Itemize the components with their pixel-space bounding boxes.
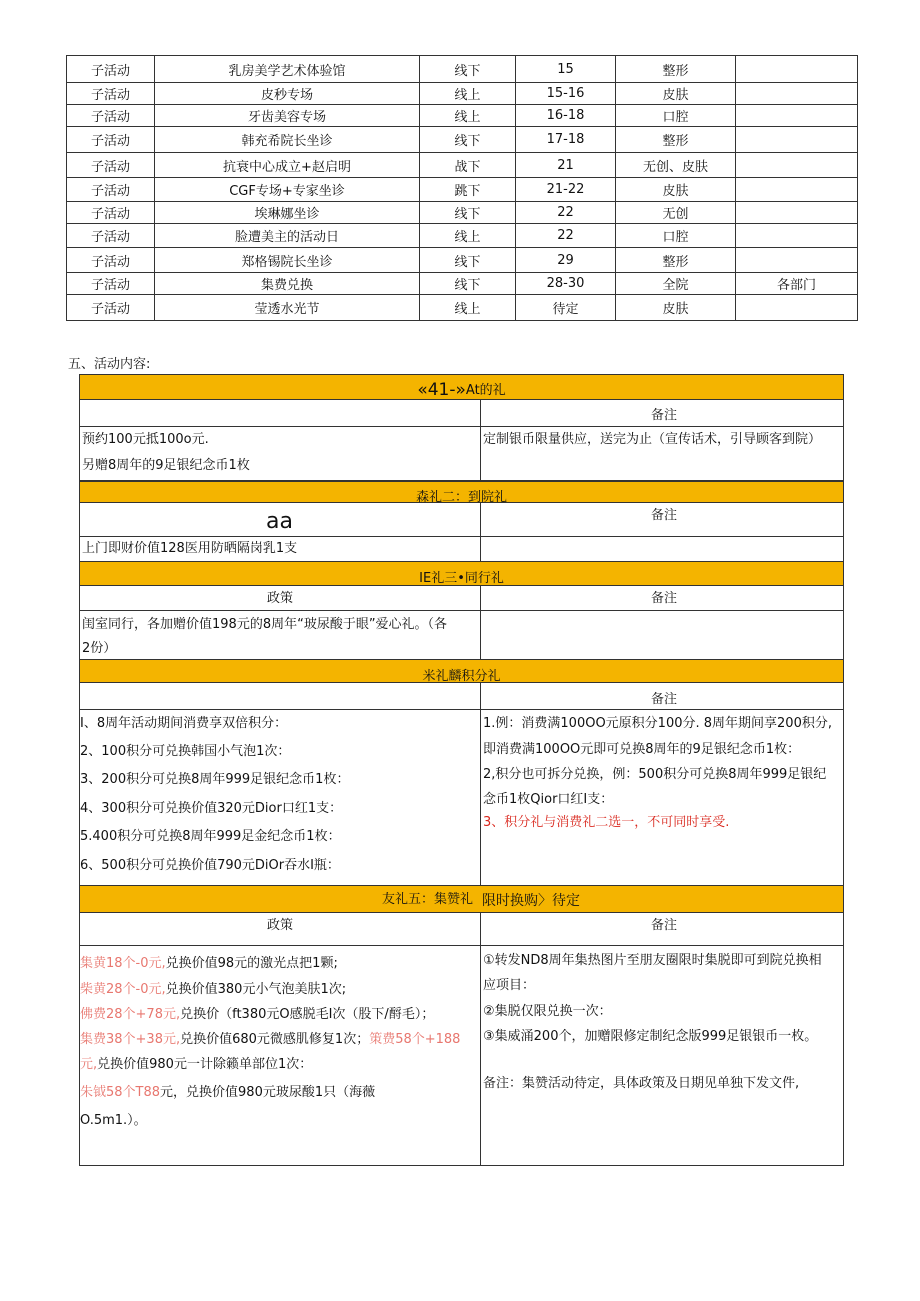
schedule-cell-date: 15-16 bbox=[516, 83, 616, 105]
schedule-cell-mode: 线上 bbox=[420, 83, 516, 105]
schedule-cell-mode: 线下 bbox=[420, 202, 516, 224]
schedule-cell-name: 抗衰中心成立+赵启明 bbox=[155, 153, 420, 178]
schedule-cell-dept: 无创 bbox=[616, 202, 736, 224]
gift5-policy-line: 佛费28个+78元,兑换价（ft380元O感脱毛I次（股下/酹毛）； bbox=[80, 1007, 435, 1022]
gift5-note-tail: 备注：集赞活动待定，具体政策及日期见单独下发文件, bbox=[483, 1076, 800, 1091]
schedule-cell-dept: 皮肤 bbox=[616, 83, 736, 105]
schedule-cell-mode: 线上 bbox=[420, 105, 516, 127]
gift5-policy-header-cell bbox=[79, 912, 481, 946]
gift5-note-header: 备注 bbox=[651, 918, 678, 933]
schedule-cell-owner bbox=[736, 56, 858, 83]
schedule-cell-mode: 线上 bbox=[420, 224, 516, 248]
schedule-cell-dept: 口腔 bbox=[616, 105, 736, 127]
gift5-policy-cell bbox=[79, 945, 481, 1166]
gift1-note-header: 备注 bbox=[651, 408, 678, 423]
gift5-note-line: ②集脱仅限兑换一次： bbox=[483, 1004, 612, 1019]
schedule-cell-type: 子活动 bbox=[67, 83, 155, 105]
gift2-mark: aa bbox=[266, 509, 293, 534]
schedule-cell-date: 22 bbox=[516, 224, 616, 248]
schedule-cell-type: 子活动 bbox=[67, 224, 155, 248]
schedule-table bbox=[66, 55, 858, 321]
schedule-row bbox=[67, 202, 858, 224]
gift2-note-cell bbox=[480, 536, 844, 562]
schedule-row bbox=[67, 273, 858, 295]
gift5-policy-header: 政策 bbox=[267, 918, 294, 933]
gift1-title-a: «41-» bbox=[417, 380, 466, 400]
schedule-cell-name: 郑格锡院长坐诊 bbox=[155, 248, 420, 273]
gift3-note-header: 备注 bbox=[651, 591, 678, 606]
gift2-header-left-cell bbox=[79, 502, 481, 537]
schedule-cell-name: 牙齿美容专场 bbox=[155, 105, 420, 127]
gift3-policy-line1: 闺室同行，各加赠价值198元的8周年“玻尿酸于眼”爱心礼。（各 bbox=[82, 617, 448, 632]
gift3-title: IE礼三•同行礼 bbox=[419, 571, 504, 586]
schedule-cell-owner bbox=[736, 153, 858, 178]
gift5-note-line: 应项目： bbox=[483, 978, 536, 993]
gift1-note-text: 定制银币限量供应，送完为止（宣传话术，引导顾客到院） bbox=[483, 432, 822, 447]
gift4-note-line: 1.例：消费满100OO元原积分100分. 8周年期间享200积分, bbox=[483, 716, 832, 731]
gift3-note-cell bbox=[480, 610, 844, 660]
gift5-title-band bbox=[79, 885, 844, 913]
schedule-cell-mode: 战下 bbox=[420, 153, 516, 178]
gift4-note-header: 备注 bbox=[651, 692, 678, 707]
schedule-cell-mode: 线下 bbox=[420, 56, 516, 83]
gift4-note-line: 即消费满100OO元即可兑换8周年的9足银纪念币1枚： bbox=[483, 742, 801, 757]
gift4-policy-line: 2、100积分可兑换韩国小气泡1次： bbox=[80, 744, 291, 759]
schedule-cell-name: 集费兑换 bbox=[155, 273, 420, 295]
schedule-cell-dept: 整形 bbox=[616, 127, 736, 153]
schedule-cell-owner bbox=[736, 178, 858, 202]
schedule-cell-date: 28-30 bbox=[516, 273, 616, 295]
schedule-cell-dept: 口腔 bbox=[616, 224, 736, 248]
gift5-policy-line: 集费38个+38元,兑换价值680元微感肌修复1次；策费58个+188 bbox=[80, 1032, 461, 1047]
schedule-cell-date: 22 bbox=[516, 202, 616, 224]
gift3-policy-header: 政策 bbox=[267, 591, 294, 606]
gift1-title-band bbox=[79, 374, 844, 400]
schedule-row bbox=[67, 56, 858, 83]
schedule-row bbox=[67, 178, 858, 202]
gift2-note-header-cell bbox=[480, 502, 844, 537]
schedule-cell-type: 子活动 bbox=[67, 273, 155, 295]
gift3-policy-line2: 2份） bbox=[82, 641, 117, 656]
gift5-title-a: 友礼五：集赞礼 bbox=[382, 892, 474, 907]
gift1-title-b: At的礼 bbox=[465, 383, 506, 398]
schedule-row bbox=[67, 127, 858, 153]
gift2-title: 森礼二：到院礼 bbox=[415, 490, 507, 505]
schedule-cell-owner bbox=[736, 127, 858, 153]
schedule-cell-dept: 皮肤 bbox=[616, 295, 736, 321]
schedule-cell-date: 21-22 bbox=[516, 178, 616, 202]
schedule-cell-mode: 线下 bbox=[420, 127, 516, 153]
gift4-policy-line: 5.400积分可兑换8周年999足金纪念币1枚： bbox=[80, 829, 341, 844]
gift4-policy-header-cell bbox=[79, 682, 481, 710]
gift4-note-header-cell bbox=[480, 682, 844, 710]
schedule-cell-type: 子活动 bbox=[67, 248, 155, 273]
schedule-cell-owner bbox=[736, 224, 858, 248]
gift1-note-cell bbox=[480, 426, 844, 481]
schedule-cell-dept: 全院 bbox=[616, 273, 736, 295]
schedule-cell-date: 16-18 bbox=[516, 105, 616, 127]
gift2-policy-line: 上门即财价值128医用防晒隔岗乳1支 bbox=[82, 541, 298, 556]
gift3-policy-header-cell bbox=[79, 585, 481, 611]
schedule-cell-name: CGF专场+专家坐诊 bbox=[155, 178, 420, 202]
schedule-cell-dept: 皮肤 bbox=[616, 178, 736, 202]
schedule-cell-date: 17-18 bbox=[516, 127, 616, 153]
schedule-cell-date: 29 bbox=[516, 248, 616, 273]
gift5-note-line: ①转发ND8周年集热图片至朋友圈限时集脱即可到院兑换相 bbox=[483, 953, 822, 968]
schedule-cell-owner bbox=[736, 105, 858, 127]
schedule-cell-mode: 线下 bbox=[420, 273, 516, 295]
schedule-cell-type: 子活动 bbox=[67, 127, 155, 153]
gift4-title: 米礼麟积分礼 bbox=[422, 669, 501, 684]
schedule-cell-date: 待定 bbox=[516, 295, 616, 321]
gift1-policy-line2: 另赠8周年的9足银纪念币1枚 bbox=[82, 458, 250, 473]
schedule-cell-mode: 线下 bbox=[420, 248, 516, 273]
schedule-cell-owner bbox=[736, 248, 858, 273]
schedule-cell-owner bbox=[736, 83, 858, 105]
schedule-cell-type: 子活动 bbox=[67, 178, 155, 202]
schedule-cell-name: 莹透水光节 bbox=[155, 295, 420, 321]
gift4-policy-line: I、8周年活动期间消费享双倍积分： bbox=[80, 716, 288, 731]
gift4-policy-line: 3、200积分可兑换8周年999足银纪念币1枚： bbox=[80, 772, 350, 787]
gift4-policy-cell bbox=[79, 709, 481, 886]
gift4-note-red: 3、积分礼与消费礼二选一，不可同时享受. bbox=[483, 815, 730, 830]
gift2-note-header: 备注 bbox=[651, 508, 678, 523]
schedule-row bbox=[67, 153, 858, 178]
schedule-cell-dept: 整形 bbox=[616, 248, 736, 273]
gift5-policy-line: 集黄18个-0元,兑换价值98元的激光点把1颗; bbox=[80, 956, 338, 971]
schedule-cell-dept: 无创、皮肤 bbox=[616, 153, 736, 178]
schedule-cell-date: 21 bbox=[516, 153, 616, 178]
gift4-policy-line: 6、500积分可兑换价值790元DiOr吞水I瓶： bbox=[80, 858, 340, 873]
schedule-cell-type: 子活动 bbox=[67, 295, 155, 321]
schedule-cell-name: 脸遭美主的活动日 bbox=[155, 224, 420, 248]
schedule-row bbox=[67, 295, 858, 321]
schedule-cell-name: 皮秒专场 bbox=[155, 83, 420, 105]
schedule-row bbox=[67, 224, 858, 248]
schedule-cell-type: 子活动 bbox=[67, 202, 155, 224]
gift5-policy-line: O.5m1.）。 bbox=[80, 1113, 147, 1128]
schedule-cell-mode: 线上 bbox=[420, 295, 516, 321]
gift5-note-cell bbox=[480, 945, 844, 1166]
gift4-note-line: 2,积分也可拆分兑换，例：500积分可兑换8周年999足银纪 bbox=[483, 767, 827, 782]
gift2-policy-cell bbox=[79, 536, 481, 562]
schedule-cell-type: 子活动 bbox=[67, 105, 155, 127]
gift3-title-band bbox=[79, 561, 844, 586]
schedule-cell-type: 子活动 bbox=[67, 56, 155, 83]
gift4-note-cell bbox=[480, 709, 844, 886]
schedule-cell-owner bbox=[736, 295, 858, 321]
schedule-row bbox=[67, 83, 858, 105]
gift5-policy-line: 柴黄28个-0元,兑换价值380元小气泡美肤1次; bbox=[80, 982, 347, 997]
gift5-note-header-cell bbox=[480, 912, 844, 946]
schedule-cell-type: 子活动 bbox=[67, 153, 155, 178]
gift5-title-b: 限时换购〉待定 bbox=[482, 893, 580, 909]
section-heading: 五、活动内容: bbox=[68, 357, 151, 372]
gift5-note-line: ③集威涌200个，加赠限修定制纪念版999足银银币一枚。 bbox=[483, 1029, 818, 1044]
schedule-cell-name: 乳房美学艺术体验馆 bbox=[155, 56, 420, 83]
schedule-cell-name: 韩充希院长坐诊 bbox=[155, 127, 420, 153]
gift1-policy-header-cell bbox=[79, 399, 481, 427]
gift4-title-band bbox=[79, 659, 844, 683]
gift5-policy-line: 元,兑换价值980元一计除籁单部位1次： bbox=[80, 1057, 313, 1072]
gift1-policy-cell bbox=[79, 426, 481, 481]
schedule-row bbox=[67, 105, 858, 127]
schedule-cell-date: 15 bbox=[516, 56, 616, 83]
schedule-cell-mode: 跳下 bbox=[420, 178, 516, 202]
schedule-cell-dept: 整形 bbox=[616, 56, 736, 83]
gift3-note-header-cell bbox=[480, 585, 844, 611]
schedule-cell-owner: 各部门 bbox=[736, 273, 858, 295]
gift2-title-band bbox=[79, 481, 844, 503]
gift4-note-line: 念币1枚Qior口红I支： bbox=[483, 792, 614, 807]
gift5-policy-line: 朱钺58个T88元，兑换价值980元玻尿酸1只（海薇 bbox=[80, 1085, 376, 1100]
gift1-note-header-cell bbox=[480, 399, 844, 427]
gift4-policy-line: 4、300积分可兑换价值320元Dior口红1支： bbox=[80, 801, 343, 816]
schedule-cell-name: 埃琳娜坐诊 bbox=[155, 202, 420, 224]
gift3-policy-cell bbox=[79, 610, 481, 660]
schedule-cell-owner bbox=[736, 202, 858, 224]
schedule-row bbox=[67, 248, 858, 273]
gift1-policy-line1: 预约100元抵100o元. bbox=[82, 432, 209, 447]
